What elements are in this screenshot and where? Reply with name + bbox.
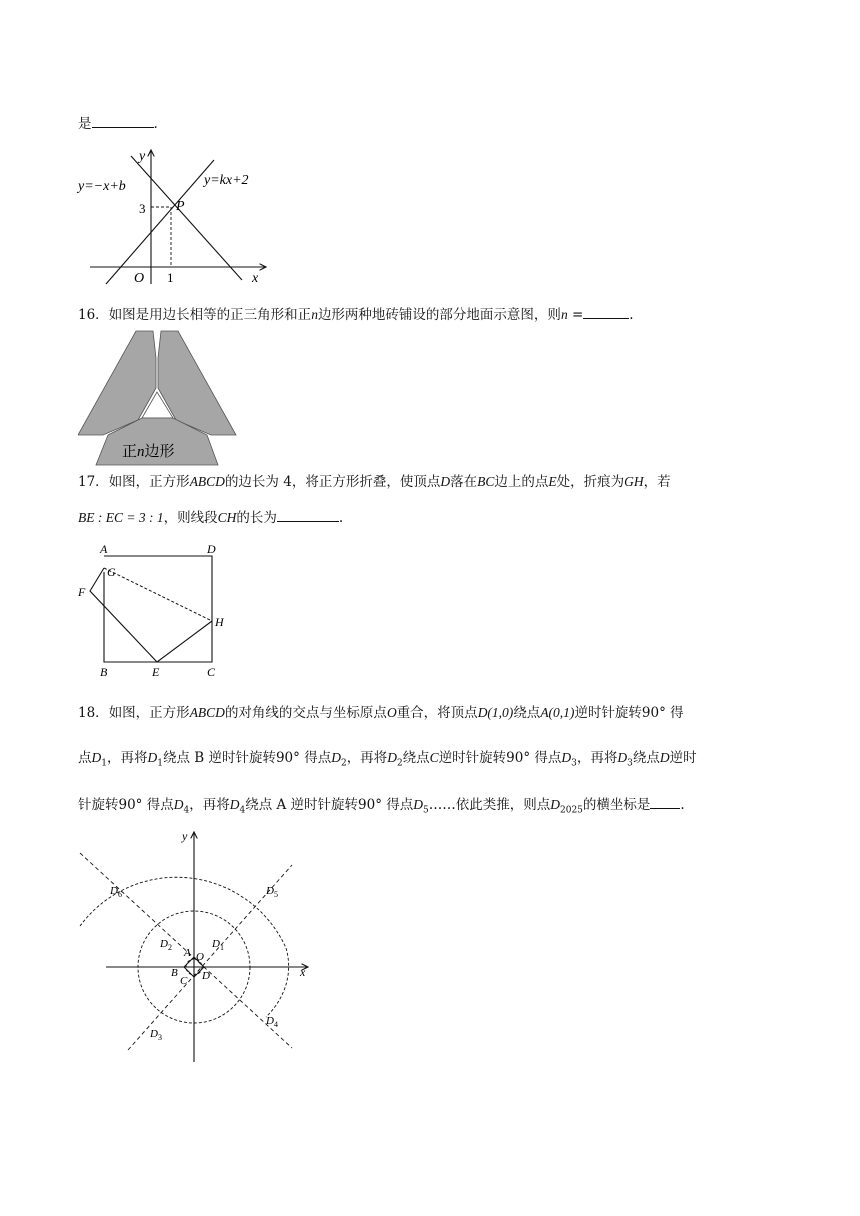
q15-period: . — [153, 116, 158, 132]
q18-sub-2b: 2 — [396, 758, 403, 769]
q18-line3 — [78, 794, 685, 820]
q18-text-d: 绕点 — [513, 705, 541, 721]
q18-text-c: 重合，将顶点 — [396, 705, 478, 721]
q16-number: 16． — [78, 307, 109, 323]
q17-answer-blank — [277, 507, 339, 522]
q18-label-d5: $D_5$ — [266, 885, 278, 899]
q15-label-y: y — [139, 149, 146, 164]
q18-abcd: ABCD — [189, 705, 225, 720]
q16-var-n: n — [311, 307, 318, 322]
q18-text-p: ，再将 — [189, 797, 230, 813]
q18-text-q: 绕点 A 逆时针旋转90° 得点 — [245, 797, 414, 813]
q18-sub-5a: 5 — [423, 805, 429, 816]
q17-square — [104, 556, 212, 662]
q16-period: . — [629, 307, 634, 323]
q18-circle-large-arc-2 — [266, 948, 289, 1017]
q18-a01: A(0,1) — [540, 705, 575, 720]
q17-text-c: 落在 — [450, 474, 478, 490]
q17-line2 — [78, 507, 343, 527]
q17-bc: BC — [477, 474, 495, 489]
q18-label-b: B — [171, 967, 178, 979]
q17-text-a: 如图，正方形 — [108, 474, 190, 490]
q18-label-d1: $D_1$ — [212, 938, 224, 952]
q18-text-i: ，再将 — [346, 750, 388, 766]
q18-text-k: 逆时针旋转90° 得点 — [438, 750, 562, 766]
q18-label-d2: $D_2$ — [160, 938, 172, 952]
q18-text-e: 逆时针旋转90° 得 — [574, 705, 684, 721]
q18-label-a: A — [184, 947, 191, 959]
q18-d5-a: D — [413, 797, 424, 812]
q17-gh: GH — [624, 474, 644, 489]
q18-text-r: ……依此类推，则点 — [428, 797, 551, 813]
q17-period: . — [338, 510, 344, 526]
q18-figure — [70, 826, 320, 1066]
q15-figure — [76, 146, 276, 288]
q18-text-f: 点 — [78, 750, 92, 766]
q18-label-d3: $D_3$ — [150, 1028, 162, 1042]
q16-answer-blank — [583, 304, 629, 319]
q17-label-g: G — [107, 565, 116, 579]
q16-var-n2: n — [560, 307, 568, 322]
q18-d1-a: D — [91, 750, 102, 765]
q17-label-h: H — [215, 615, 224, 629]
q15-label-right-line: y=kx+2 — [204, 173, 249, 188]
q18-number: 18． — [78, 705, 109, 721]
q18-text-a: 如图，正方形 — [108, 705, 190, 721]
q15-label-p: P — [176, 199, 185, 214]
q18-sub-3a: 3 — [571, 758, 577, 769]
q18-d2-b: D — [387, 750, 397, 765]
q17-ch: CH — [217, 510, 237, 525]
q17-label-c: C — [207, 665, 216, 679]
q18-text-s: 的横坐标是 — [582, 797, 651, 813]
q18-text-m: 绕点 — [632, 750, 660, 766]
q17-abcd: ABCD — [189, 474, 225, 489]
q17-text-b: 的边长为 4，将正方形折叠，使顶点 — [224, 474, 441, 490]
q18-d10: D(1,0) — [477, 705, 514, 720]
q18-sub-1b: 1 — [157, 758, 163, 769]
q18-text-j: 绕点 — [402, 750, 430, 766]
q18-period: . — [680, 797, 685, 813]
q18-text-h: 绕点 B 逆时针旋转90° 得点 — [162, 750, 332, 766]
q18-d3-b: D — [617, 750, 628, 765]
q18-text-n: 逆时 — [669, 750, 697, 766]
q18-label-d6: $D_6$ — [110, 885, 122, 899]
q17-figure — [76, 540, 236, 680]
q18-text-l: ，再将 — [576, 750, 618, 766]
q18-c: C — [429, 750, 439, 765]
q16-figure — [78, 328, 238, 466]
q17-d: D — [440, 474, 451, 489]
q18-d2-a: D — [331, 750, 341, 765]
q18-label-d4: $D_4$ — [266, 1015, 278, 1029]
q18-d1-b: D — [147, 750, 158, 765]
q16-equals: = — [567, 307, 584, 323]
q17-label-f: F — [78, 585, 86, 599]
q18-d2025: D — [550, 797, 560, 812]
q18-label-d: D — [202, 970, 210, 982]
q15-tick-3: 3 — [139, 201, 146, 216]
q18-sub-1a: 1 — [101, 758, 107, 769]
q15-label-origin: O — [134, 271, 145, 286]
q17-label-a: A — [100, 542, 108, 556]
q15-label-left-line: y=−x+b — [78, 179, 126, 194]
q18-text-o: 针旋转90° 得点 — [78, 797, 174, 813]
q18-sub-2a: 2 — [340, 758, 347, 769]
q18-label-c: C — [180, 975, 188, 987]
q17-ratio: BE : EC = 3 : 1 — [78, 510, 164, 525]
q17-fold-flap — [90, 568, 212, 662]
q17-text-h: 的长为 — [236, 510, 277, 526]
q18-label-o: O — [196, 951, 204, 963]
q15-tick-1: 1 — [167, 270, 174, 285]
q15-tail-text: 是 — [78, 116, 92, 132]
q18-d4-a: D — [173, 797, 184, 812]
q17-text-d: 边上的点 — [494, 474, 549, 490]
q18-text-g: ，再将 — [106, 750, 148, 766]
q17-e: E — [548, 474, 557, 489]
q18-d4-b: D — [229, 797, 240, 812]
q17-text-g: ，则线段 — [163, 510, 218, 526]
q18-d: D — [659, 750, 670, 765]
q16-line — [78, 304, 634, 324]
q16-label: 正n边形 — [122, 444, 175, 460]
q18-sub-3b: 3 — [627, 758, 633, 769]
q17-text-f: ，若 — [643, 474, 671, 490]
q16-text-a: 如图是用边长相等的正三角形和正 — [108, 307, 312, 323]
q18-text-b: 的对角线的交点与坐标原点 — [224, 705, 387, 721]
q17-line1 — [78, 473, 671, 491]
q17-label-e: E — [152, 665, 160, 679]
q18-d3-a: D — [561, 750, 572, 765]
q17-text-e: 处，折痕为 — [556, 474, 625, 490]
q18-label-x: x — [300, 965, 306, 979]
q18-o: O — [386, 705, 397, 720]
q15-answer-blank — [92, 113, 154, 128]
q18-line2 — [78, 749, 697, 773]
q17-label-d: D — [207, 542, 216, 556]
q16-text-b: 边形两种地砖铺设的部分地面示意图，则 — [317, 307, 561, 323]
q18-sub-4b: 4 — [239, 805, 246, 816]
q15-tail-line — [78, 113, 158, 133]
q17-crease-gh — [104, 568, 212, 621]
q15-label-x: x — [252, 271, 259, 286]
q17-label-b: B — [100, 665, 108, 679]
q18-sub-2025: 2025 — [560, 805, 583, 816]
q17-number: 17． — [78, 474, 109, 490]
q18-line1 — [78, 704, 684, 722]
q18-answer-blank — [650, 794, 680, 809]
q18-label-y: y — [182, 829, 188, 843]
q18-sub-4a: 4 — [183, 805, 190, 816]
